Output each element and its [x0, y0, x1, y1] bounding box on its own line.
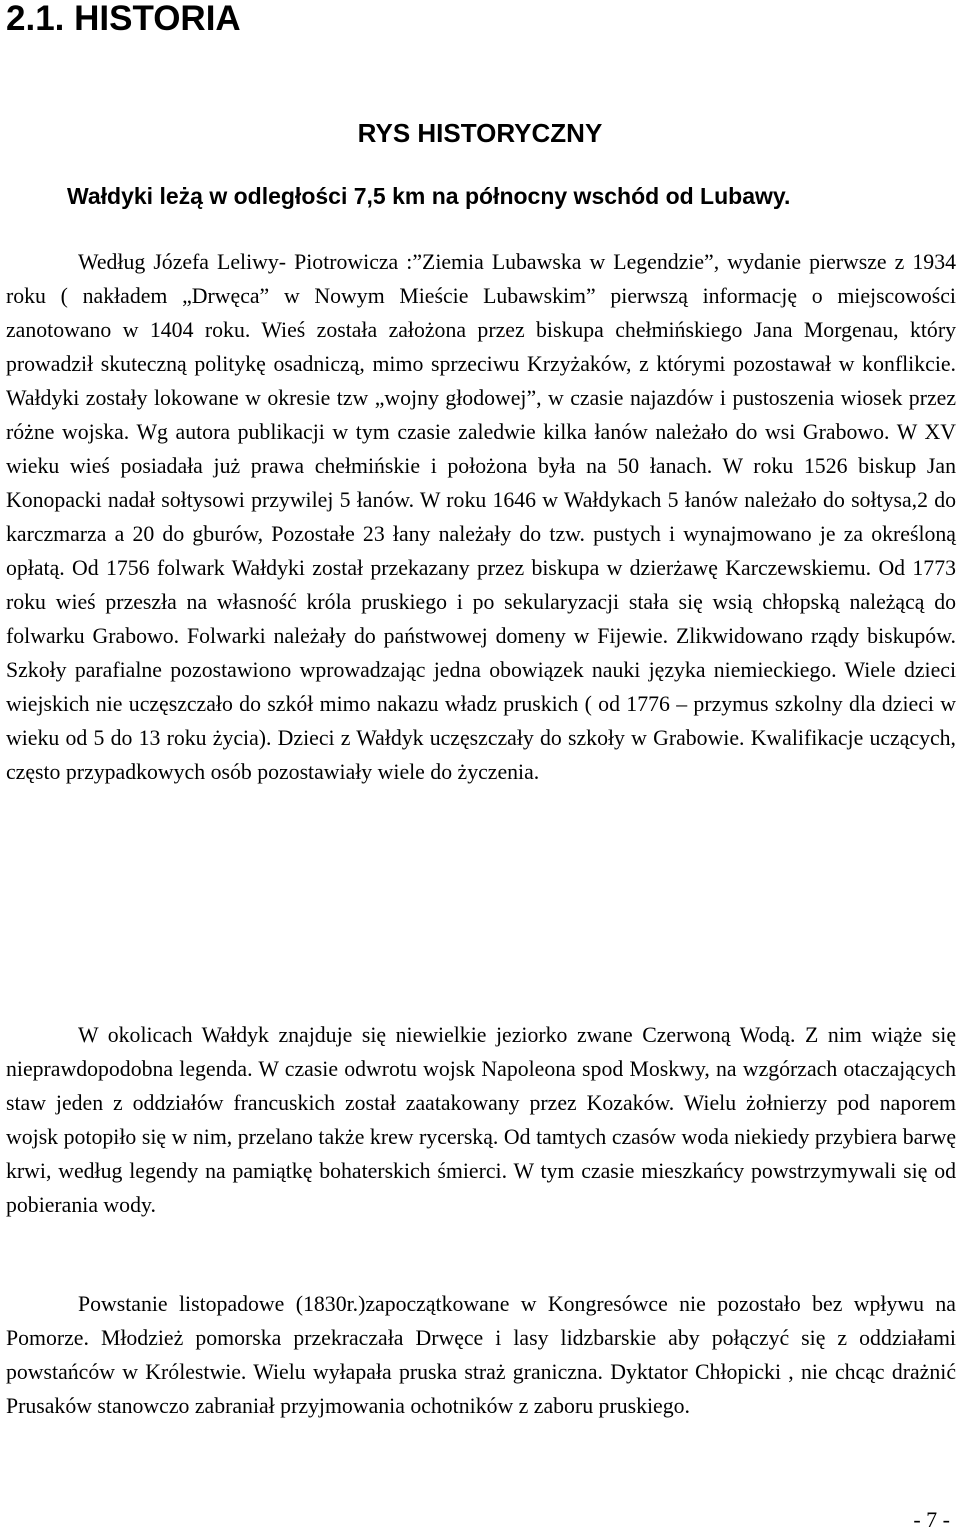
legend-paragraph: W okolicach Wałdyk znajduje się niewielkie jeziorko zwane Czerwoną Wodą. Z nim wiąże się nieprawdopodobna legenda. W czasie odwrotu wojsk Napoleona spod Moskwy, na wzgórzach otaczających staw jeden z oddziałów francuskich został zaatakowany przez Kozaków. Wielu żołnierzy pod naporem wojsk potopiło się w nim, przelano także krew rycerską. Od tamtych czasów woda niekiedy przybiera barwę krwi, według legendy na pamiątkę bohaterskich śmierci. W tym czasie mieszkańcy powstrzymywali się od pobierania wody. — [6, 1023, 956, 1217]
section-subtitle: RYS HISTORYCZNY — [357, 118, 603, 148]
history-paragraph: Według Józefa Leliwy- Piotrowicza :”Ziemia Lubawska w Legendzie”, wydanie pierwsze z 1934 roku ( nakładem „Drwęca” w Nowym Mieście Lubawskim” pierwszą informację o miejscowości zanotowano w 1404 roku. Wieś została założona przez biskupa chełmińskiego Jana Morgenau, który prowadził skuteczną politykę osadniczą, mimo sprzeciwu Krzyżaków, z którymi pozostawał w konflikcie. Wałdyki zostały lokowane w okresie tzw „wojny głodowej”, w czasie najazdów i pustoszenia wiosek przez różne wojska. Wg autora publikacji w tym czasie zaledwie kilka łanów należało do wsi Grabowo. W XV wieku wieś posiadała już prawa chełmińskie i położona była na 50 łanach. W roku 1526 biskup Jan Konopacki nadał sołtysowi przywilej 5 łanów. W roku 1646 w Wałdykach 5 łanów należało do sołtysa,2 do karczmarza a 20 do gburów, Pozostałe 23 łany należały do tzw. pustych i wynajmowano je za określoną opłatą. Od 1756 folwark Wałdyki został przekazany przez biskupa w dzierżawę Karczewskiemu. Od 1773 roku wieś przeszła na własność króla pruskiego i po sekularyzacji stała się wsią chłopską należącą do folwarku Grabowo. Folwarki należały do państwowej domeny w Fijewie. Zlikwidowano rządy biskupów. Szkoły parafialne pozostawiono wprowadzając jedna obowiązek nauki języka niemieckiego. Wiele dzieci wiejskich nie uczęszczało do szkół mimo nakazu władz pruskich ( od 1776 – przymus szkolny dla dzieci w wieku od 5 do 13 roku życia). Dzieci z Wałdyk uczęszczały do szkoły w Grabowie. Kwalifikacje uczących, często przypadkowych osób pozostawiały wiele do życzenia. — [6, 250, 956, 784]
section-heading: 2.1. HISTORIA — [6, 0, 241, 38]
lead-sentence: Wałdyki leżą w odległości 7,5 km na północny wschód od Lubawy. — [67, 183, 791, 209]
page-number: - 7 - — [913, 1507, 950, 1532]
uprising-paragraph: Powstanie listopadowe (1830r.)zapoczątkowane w Kongresówce nie pozostało bez wpływu na Pomorze. Młodzież pomorska przekraczała Drwęce i lasy lidzbarskie aby połączyć się z oddziałami powstańców w Królestwie. Wielu wyłapała pruska straż graniczna. Dyktator Chłopicki , nie chcąc drażnić Prusaków stanowczo zabraniał przyjmowania ochotników z zaboru pruskiego. — [6, 1292, 956, 1418]
